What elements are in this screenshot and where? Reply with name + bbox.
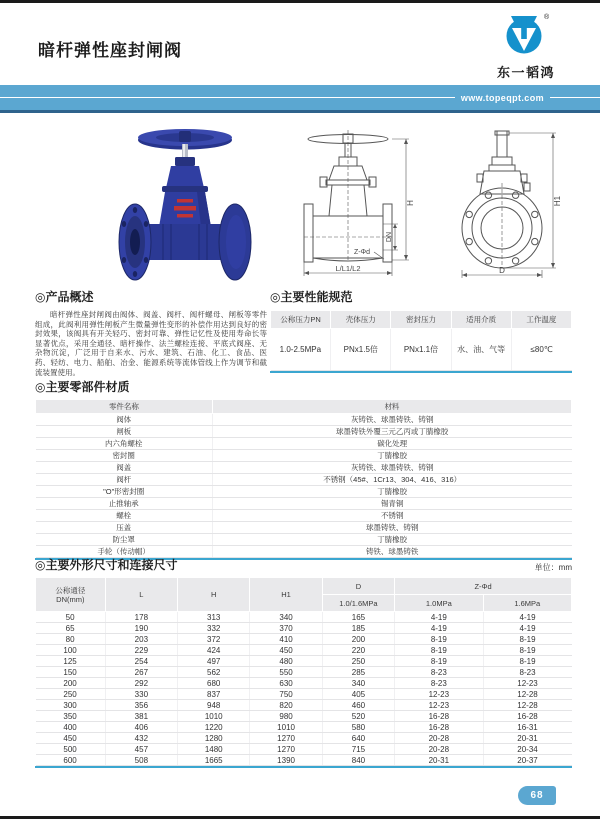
table-cell: 450 [36, 733, 106, 744]
overview-heading: ◎产品概述 [35, 290, 94, 304]
table-cell: 1220 [178, 722, 250, 733]
performance-heading: ◎主要性能规范 [270, 290, 353, 304]
table-cell: 332 [178, 623, 250, 634]
band-rule-left [0, 97, 455, 98]
table-cell: "O"形密封圈 [36, 486, 213, 498]
table-cell: 压盖 [36, 522, 213, 534]
column-header-h: H [178, 578, 250, 612]
table-cell: 1010 [250, 722, 322, 733]
table-cell: 8-19 [395, 634, 483, 645]
table-cell: 178 [105, 612, 177, 623]
overview-body: 暗杆弹性座封闸阀由阀体、阀盖、阀杆、阀杆螺母、闸板等零件组成，此阀利用弹性闸板产生微量弹性变形的补偿作用达到良好的密封效果，该阀具有开关轻巧、密封可靠、弹性记忆性及使用寿命长等显著优点，采用全通径、暗杆操作、法兰螺栓连接、平底式阀座、无杂物沉淀，广泛用于自来水、污水、建筑、石油、化工、食品、医药、轻纺、电力、船舶、冶金、能源系统等流体管线上作为调节和截流装置使用。 [35, 310, 267, 377]
table-header-row [271, 311, 572, 329]
table-cell: 1270 [250, 744, 322, 755]
table-cell: 185 [322, 623, 394, 634]
table-cell: 8-23 [395, 678, 483, 689]
table-row [36, 667, 572, 678]
table-cell: 水、油、气等 [451, 329, 511, 371]
table-cell: 8-23 [395, 667, 483, 678]
table-cell: 190 [105, 623, 177, 634]
table-cell: 948 [178, 700, 250, 711]
table-cell: 680 [178, 678, 250, 689]
table-row [36, 426, 572, 438]
dimensions-heading: ◎主要外形尺寸和连接尺寸 [35, 558, 178, 572]
logo-mark-icon [501, 10, 551, 56]
column-header: 公称压力PN [271, 311, 331, 329]
table-cell: 300 [36, 700, 106, 711]
table-row [36, 689, 572, 700]
dim-table-body [36, 612, 572, 766]
product-images [0, 116, 600, 286]
table-cell: 锡青铜 [212, 498, 571, 510]
table-cell: 562 [178, 667, 250, 678]
table-cell: 381 [105, 711, 177, 722]
column-header-zd-sub1: 1.0MPa [395, 595, 483, 612]
registered-mark: ® [544, 14, 550, 21]
table-cell: 356 [105, 700, 177, 711]
table-row [36, 438, 572, 450]
unit-note: 单位：mm [534, 563, 572, 572]
table-cell: 410 [250, 634, 322, 645]
header-band [0, 85, 600, 113]
table-header-row [36, 400, 572, 414]
table-cell: 840 [322, 755, 394, 766]
table-cell: 165 [322, 612, 394, 623]
table-cell: 370 [250, 623, 322, 634]
table-cell: 16-28 [483, 711, 571, 722]
table-cell: 267 [105, 667, 177, 678]
table-cell: 1.0-2.5MPa [271, 329, 331, 371]
table-cell: 630 [250, 678, 322, 689]
column-header: 工作温度 [511, 311, 571, 329]
table-cell: PNx1.1倍 [391, 329, 451, 371]
table-cell: 密封圈 [36, 450, 213, 462]
table-cell: 508 [105, 755, 177, 766]
column-header: 材料 [212, 400, 571, 414]
table-cell: 254 [105, 656, 177, 667]
company-logo [490, 10, 562, 81]
section-overview [35, 288, 267, 377]
table-row [36, 623, 572, 634]
table-cell: 65 [36, 623, 106, 634]
table-cell: PNx1.5倍 [331, 329, 391, 371]
table-cell: 750 [250, 689, 322, 700]
table-row [36, 450, 572, 462]
table-cell: 闸板 [36, 426, 213, 438]
table-cell: 550 [250, 667, 322, 678]
page-title: 暗杆弹性座封闸阀 [38, 41, 182, 60]
table-cell: 480 [250, 656, 322, 667]
table-cell: 820 [250, 700, 322, 711]
table-cell: 12-23 [395, 700, 483, 711]
table-cell: 250 [36, 689, 106, 700]
table-cell: 4-19 [483, 623, 571, 634]
table-cell: 1010 [178, 711, 250, 722]
table-row [271, 329, 572, 371]
table-row [36, 462, 572, 474]
dim-label-h1: H1 [553, 195, 562, 207]
table-cell: 铸铁、球墨铸铁 [212, 546, 571, 558]
dim-label-dn: DN [386, 231, 393, 243]
table-cell: 150 [36, 667, 106, 678]
table-cell: 292 [105, 678, 177, 689]
table-cell: 防尘罩 [36, 534, 213, 546]
dim-label-l: L/L1/L2 [335, 264, 361, 273]
table-cell: 不锈钢 [212, 510, 571, 522]
website-url: www.topeqpt.com [460, 92, 544, 103]
column-header-l: L [105, 578, 177, 612]
table-row [36, 755, 572, 766]
table-cell: 350 [36, 711, 106, 722]
table-row [36, 645, 572, 656]
dim-label-d: D [499, 266, 505, 275]
dim-label-zphid: Z-Φd [353, 249, 371, 256]
table-row [36, 678, 572, 689]
column-header: 零件名称 [36, 400, 213, 414]
page-top-border [0, 0, 600, 3]
table-cell: 200 [36, 678, 106, 689]
table-cell: 520 [322, 711, 394, 722]
table-cell: 500 [36, 744, 106, 755]
table-cell: 497 [178, 656, 250, 667]
table-cell: 340 [322, 678, 394, 689]
parts-heading: ◎主要零部件材质 [35, 380, 130, 394]
table-cell: 不锈钢（45#、1Cr13、304、416、316） [212, 474, 571, 486]
table-cell: 8-19 [483, 656, 571, 667]
table-cell: 229 [105, 645, 177, 656]
table-cell: 600 [36, 755, 106, 766]
table-row [36, 474, 572, 486]
table-cell: 20-37 [483, 755, 571, 766]
table-row [36, 700, 572, 711]
column-header-d: D [322, 578, 394, 595]
table-cell: 丁腈橡胶 [212, 450, 571, 462]
table-cell: 340 [250, 612, 322, 623]
table-cell: 4-19 [395, 623, 483, 634]
table-row [36, 522, 572, 534]
table-cell: 碳化处理 [212, 438, 571, 450]
table-cell: 580 [322, 722, 394, 733]
table-cell: 4-19 [395, 612, 483, 623]
table-cell: 20-28 [395, 733, 483, 744]
table-cell: 8-19 [395, 656, 483, 667]
table-cell: 80 [36, 634, 106, 645]
table-cell: 手轮（传动帽） [36, 546, 213, 558]
table-cell: 16-28 [395, 722, 483, 733]
section-dimensions [35, 556, 572, 768]
table-cell: 450 [250, 645, 322, 656]
table-row [36, 722, 572, 733]
table-row [36, 711, 572, 722]
table-row [36, 612, 572, 623]
table-cell: 424 [178, 645, 250, 656]
table-cell: 4-19 [483, 612, 571, 623]
table-row [36, 498, 572, 510]
table-cell: 313 [178, 612, 250, 623]
band-rule-right [550, 97, 600, 98]
dim-label-h: H [406, 200, 415, 206]
table-row [36, 510, 572, 522]
brand-name: 东一韬鸿 [496, 65, 555, 80]
table-cell: 8-19 [483, 645, 571, 656]
table-cell: 372 [178, 634, 250, 645]
column-header-text: DN(mm) [56, 594, 85, 604]
table-cell: 阀盖 [36, 462, 213, 474]
table-cell: 20-31 [395, 755, 483, 766]
table-row [36, 414, 572, 426]
dimensions-table [35, 577, 572, 766]
table-cell: 内六角螺栓 [36, 438, 213, 450]
section-performance [270, 288, 572, 373]
table-cell: 330 [105, 689, 177, 700]
table-cell: 8-23 [483, 667, 571, 678]
column-header-zd-sub2: 1.6MPa [483, 595, 571, 612]
table-cell: 1480 [178, 744, 250, 755]
table-cell: 200 [322, 634, 394, 645]
table-cell: 丁腈橡胶 [212, 534, 571, 546]
table-cell: 285 [322, 667, 394, 678]
table-cell: 405 [322, 689, 394, 700]
table-cell: 8-19 [395, 645, 483, 656]
table-cell: 16-28 [395, 711, 483, 722]
table-cell: 12-23 [483, 678, 571, 689]
table-cell: 1665 [178, 755, 250, 766]
table-cell: 50 [36, 612, 106, 623]
performance-table [270, 310, 572, 371]
table-cell: 432 [105, 733, 177, 744]
table-cell: 灰铸铁、球墨铸铁、铸钢 [212, 462, 571, 474]
valve-product-photo [105, 124, 265, 284]
page-number-badge: 68 [518, 786, 556, 805]
table-cell: 止推轴承 [36, 498, 213, 510]
table-cell: 250 [322, 656, 394, 667]
table-cell: 20-31 [483, 733, 571, 744]
column-header: 壳体压力 [331, 311, 391, 329]
column-header-zd: Z-Φd [395, 578, 572, 595]
table-cell: 20-28 [395, 744, 483, 755]
table-cell: 12-23 [395, 689, 483, 700]
table-cell: 640 [322, 733, 394, 744]
table-cell: 125 [36, 656, 106, 667]
valve-side-drawing [440, 128, 570, 280]
table-cell: 837 [178, 689, 250, 700]
table-row [36, 733, 572, 744]
column-header-h1: H1 [250, 578, 322, 612]
table-cell: 灰铸铁、球墨铸铁、铸钢 [212, 414, 571, 426]
table-cell: 406 [105, 722, 177, 733]
table-cell: 丁腈橡胶 [212, 486, 571, 498]
table-row [36, 634, 572, 645]
table-cell: 螺栓 [36, 510, 213, 522]
table-cell: 球墨铸铁、铸钢 [212, 522, 571, 534]
table-row [36, 744, 572, 755]
table-cell: 980 [250, 711, 322, 722]
parts-table [35, 399, 572, 558]
column-header-d-sub: 1.0/1.6MPa [322, 595, 394, 612]
table-row [36, 656, 572, 667]
table-cell: 203 [105, 634, 177, 645]
section-parts-materials [35, 378, 572, 560]
table-cell: 1280 [178, 733, 250, 744]
table-cell: ≤80℃ [511, 329, 571, 371]
column-header-text: 公称通径 [55, 585, 86, 595]
table-cell: 20-34 [483, 744, 571, 755]
parts-table-body [36, 414, 572, 558]
table-cell: 球墨铸铁外覆三元乙丙或丁腈橡胶 [212, 426, 571, 438]
table-cell: 16-31 [483, 722, 571, 733]
table-row [36, 486, 572, 498]
table-cell: 阀杆 [36, 474, 213, 486]
table-cell: 457 [105, 744, 177, 755]
table-cell: 12-28 [483, 700, 571, 711]
table-cell: 阀体 [36, 414, 213, 426]
table-cell: 1390 [250, 755, 322, 766]
table-cell: 1270 [250, 733, 322, 744]
table-cell: 12-28 [483, 689, 571, 700]
table-cell: 460 [322, 700, 394, 711]
table-cell: 8-19 [483, 634, 571, 645]
table-cell: 400 [36, 722, 106, 733]
table-cell: 715 [322, 744, 394, 755]
valve-front-drawing [296, 128, 436, 280]
column-header-dn [36, 578, 106, 612]
table-header-row [36, 578, 572, 595]
table-cell: 220 [322, 645, 394, 656]
column-header: 适用介质 [451, 311, 511, 329]
table-cell: 100 [36, 645, 106, 656]
table-row [36, 534, 572, 546]
column-header: 密封压力 [391, 311, 451, 329]
